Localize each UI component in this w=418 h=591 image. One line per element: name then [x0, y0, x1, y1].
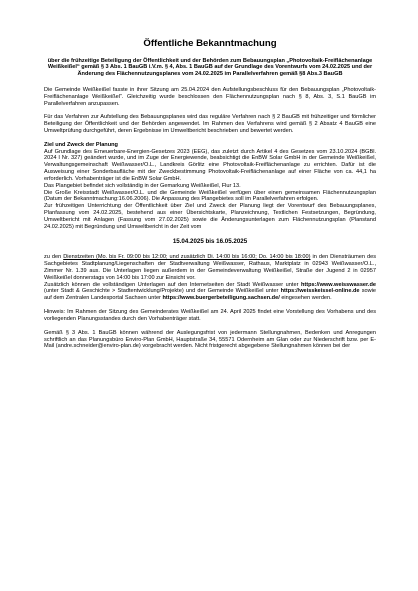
office-hours: Dienstzeiten (Mo. bis Fr. 09:00 bis 12:00; und zusätzlich Di. 14:00 bis 16:00; Do. 14:00 bis 18:00): [63, 254, 311, 261]
paragraph-early-information: Zur frühzeitigen Unterrichtung der Öffentlichkeit über Ziel und Zweck der Planung liegt der Vorentwurf des Bebauungsplanes, Planfassung vom 24.02.2025, bestehend aus einer Übersichtskarte, Planzeichnung, Textlichen Festsetzungen, Begründung, Umweltbericht mit Anlagen (Fassung vom 27.02.2025) sowie die Änderungsunterlagen zum Flächennutzungsplan (Planstand 24.02.2025) mit Begründung und Umweltbericht in der Zeit vom: [44, 203, 376, 230]
paragraph-office-hours: zu den Dienstzeiten (Mo. bis Fr. 09:00 bis 12:00; und zusätzlich Di. 14:00 bis 16:00; Do. 14:00 bis 18:00) in den Diensträumen des Sachgebietes Stadtplanung/Liegenschaften der Stadtverwaltung Weißwasser, Rathaus, Marktplatz in 02943 Weißwasser/O.L., Zimmer Nr. 1.39 aus. Die Unterlagen liegen außerdem in der Gemeindeverwaltung Weißkeißel, Straße der Jugend 2 in 02957 Weißkeißel donnerstags von 14:00 bis 17:00 zur Einsicht vor.: [44, 254, 376, 281]
paragraph-land-use-plan: Die Große Kreisstadt Weißwasser/O.L. und die Gemeinde Weißkeißel verfügen über einen gemeinsamen Flächennutzungsplan (Datum der Bekanntmachung:16.06.2006). Die Anpassung des Plangebietes soll im Parallelverfahren erfolgen.: [44, 189, 376, 203]
paragraph-resolution: Die Gemeinde Weißkeißel fasste in ihrer Sitzung am 25.04.2024 den Aufstellungsbeschluss für den Bebauungsplan „Photovoltaik-Freiflächenanlage Weißkeißel“. Gleichzeitig wurde beschlossen den Flächennutzungsplan nach § 8, Abs. 3, S.1 BauGB im Parallelverfahren anzupassen.: [44, 86, 376, 107]
paragraph-online-access: Zusätzlich können die vollständigen Unterlagen auf den Internetseiten der Stadt Weißwasser unter https://www.weisswasser.de (unter Stadt & Geschichte > Stadtentwicklung/Projekte) und der Gemeinde Weißkeißel unter https://weisskeissel-online.de sowie auf dem Zentralen Landesportal Sachsen unter https://www.buergerbeteiligung.sachsen.de/ eingesehen werden.: [44, 281, 376, 302]
paragraph-plan-area: Das Plangebiet befindet sich vollständig in der Gemarkung Weißkeißel, Flur 13.: [44, 182, 241, 189]
paragraph-procedure: Für das Verfahren zur Aufstellung des Bebauungsplanes wird das reguläre Verfahren nach § 2 BauGB mit frühzeitiger und förmlicher Beteiligung der Öffentlichkeit und der Behörden angewendet. Im Rahmen des Verfahrens wird gemäß § 2 Absatz 4 BauGB eine Umweltprüfung durchgeführt, deren Ergebnisse im Umweltbericht beschrieben und bewertet werden.: [44, 114, 376, 134]
paragraph-hint: Hinweis: Im Rahmen der Sitzung des Gemeinderates Weißkeißel am 24. April 2025 findet eine Vorstellung des Vorhabens und des vorliegenden Planungsstandes durch den Vorhabenträger statt.: [44, 309, 376, 322]
display-period: 15.04.2025 bis 16.05.2025: [172, 238, 248, 246]
notice-page: [44, 38, 376, 350]
paragraph-goal: Auf Grundlage des Erneuerbare-Energien-Gesetzes 2023 (EEG), das zuletzt durch Artikel 4 des Gesetzes vom 23.10.2024 (BGBl. 2024 I Nr. 327) geändert wurde, und im Zuge der Energiewende, beabsichtigt die EnBW Solar GmbH in der Gemeinde Weißkeißel, Verwaltungsgemeinschaft Weißwasser/O.L., Landkreis Görlitz eine Photovoltaik-Freiflächenanlage zu errichten. Dafür ist die Ausweisung einer Sonderbaufläche mit der Zweckbestimmung Photovoltaik-Freiflächenanlage auf einer Fläche von ca. 44,1 ha erforderlich. Vorhabenträger ist die EnBW Solar GmbH.: [44, 148, 376, 182]
paragraph-statements: Gemäß § 3 Abs. 1 BauGB können während der Auslegungsfrist von jedermann Stellungnahmen, Bedenken und Anregungen schriftlich an das Planungsbüro Enviro-Plan GmbH, Hauptstraße 34, 55571 Odernheim am Glan oder zur Niederschrift bzw. per E-Mail (andre.schneider@enviro-plan.de) vorgebracht werden. Nicht fristgerecht abgegebene Stellungnahmen können bei der: [44, 329, 376, 350]
section-heading: Ziel und Zweck der Planung: [44, 141, 118, 148]
page-title: Öffentliche Bekanntmachung: [143, 38, 277, 49]
link-buergerbeteiligung[interactable]: https://www.buergerbeteiligung.sachsen.de/: [162, 295, 280, 302]
notice-subtitle: über die frühzeitige Beteiligung der Öffentlichkeit und der Behörden zum Bebauungsplan „Photovoltaik-Freiflächenanlage Weißkeißel“ gemäß § 3 Abs. 1 BauGB i.V.m. § 4, Abs. 1 BauGB auf der Grundlage des Vorentwurfs vom 24.02.2025 und der Änderung des Flächennutzungsplanes vom 24.02.2025 im Parallelverfahren gemäß §8 Abs.3 BauGB: [47, 57, 373, 78]
link-weisswasser[interactable]: https://www.weisswasser.de: [300, 281, 376, 288]
link-weisskeissel[interactable]: https://weisskeissel-online.de: [280, 288, 360, 295]
